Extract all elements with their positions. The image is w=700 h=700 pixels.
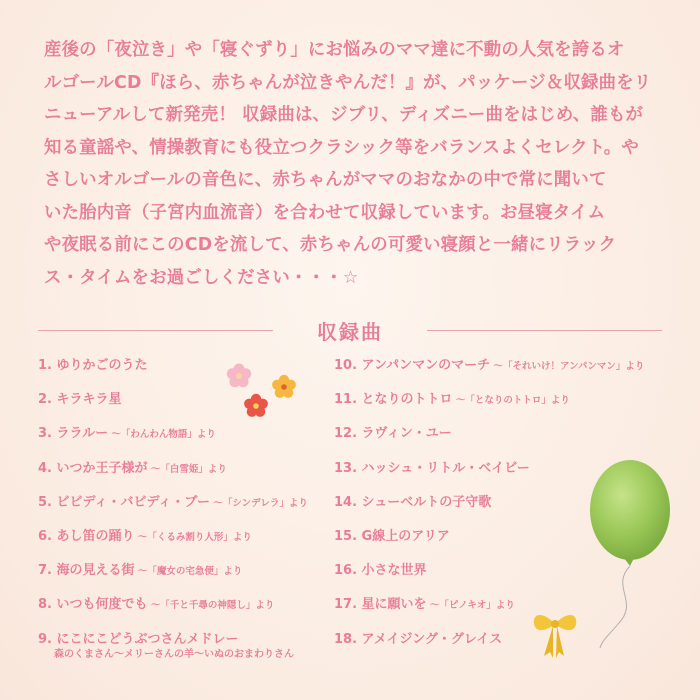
intro-line: や夜眠る前にこのCDを流して、赤ちゃんの可愛い寝顔と一緒にリラック [44,235,617,255]
intro-line: いた胎内音（子宮内血流音）を合わせて収録しています。お昼寝タイム [44,202,606,223]
track-title: 4. いつか王子様が [38,460,148,476]
track-title: 13. ハッシュ・リトル・ベイビー [334,460,530,476]
track-source-note: 〜「白雪姫」より [147,463,227,475]
intro-paragraph [44,34,664,294]
track-item [38,495,328,529]
track-title: 7. 海の見える街 [38,563,135,579]
track-item [38,426,328,460]
track-source-note: 〜「ピノキオ」より [426,600,515,612]
track-title: 1. ゆりかごのうた [38,358,148,373]
intro-line: ス・タイムをお過ごしください・・・☆ [44,267,359,288]
track-source-note: 〜「となりのトトロ」より [452,395,570,407]
intro-line: さしいオルゴールの音色に、赤ちゃんがママのおなかの中で常に聞いて [44,170,607,190]
track-item [38,461,328,495]
track-source-note: 〜「シンデレラ」より [210,497,308,509]
track-medley-contents: 森のくまさん〜メリーさんの羊〜いぬのおまわりさん [54,648,294,660]
track-item [334,392,674,426]
flower-cluster-icon [222,360,302,422]
track-item [38,563,328,597]
track-source-note: 〜「わんわん物語」より [108,429,216,441]
track-item [38,529,328,563]
track-title: 8. いつも何度でも [38,597,148,613]
track-title: 17. 星に願いを [334,597,427,613]
track-title: 9. にこにこどうぶつさんメドレー [38,631,239,647]
intro-line: ルゴールCD『ほら、赤ちゃんが泣きやんだ！』が、パッケージ＆収録曲をリ [44,72,652,93]
track-source-note: 〜「くるみ割り人形」より [134,531,252,543]
track-source-note: 〜「千と千尋の神隠し」より [147,600,275,612]
track-item [38,597,328,631]
track-title: 6. あし笛の踊り [38,528,135,544]
track-title: 16. 小さな世界 [334,563,427,579]
tracklist-heading [38,316,662,346]
ribbon-bow-icon [530,606,580,664]
track-item [334,358,674,392]
intro-line: 知る童謡や、情操教育にも役立つクラシック等をバランスよくセレクト。や [44,137,639,158]
intro-line: 産後の「夜泣き」や「寝ぐずり」にお悩みのママ達に不動の人気を誇るオ [44,40,625,60]
track-title: 11. となりのトトロ [334,392,453,408]
track-title: 12. ラヴィン・ユー [334,426,452,442]
track-source-note: 〜「魔女の宅急便」より [134,566,243,578]
intro-line: ニューアルして新発売！ 収録曲は、ジブリ、ディズニー曲をはじめ、誰もが [44,105,644,125]
track-title: 3. ララルー [38,426,109,442]
balloon-icon [580,452,690,652]
track-title: 10. アンパンマンのマーチ [334,358,491,373]
tracklist-title: 収録曲 [317,320,383,344]
heading-rule-right [427,330,662,331]
track-title: 18. アメイジング・グレイス [334,631,503,647]
track-item [38,632,328,666]
track-title: 2. キラキラ星 [38,392,122,408]
track-source-note: 〜「それいけ！アンパンマン」より [490,361,645,372]
track-title: 15. G線上のアリア [334,528,450,544]
track-title: 5. ビビディ・バビディ・ブー [38,494,211,510]
track-title: 14. シューベルトの子守歌 [334,494,492,510]
